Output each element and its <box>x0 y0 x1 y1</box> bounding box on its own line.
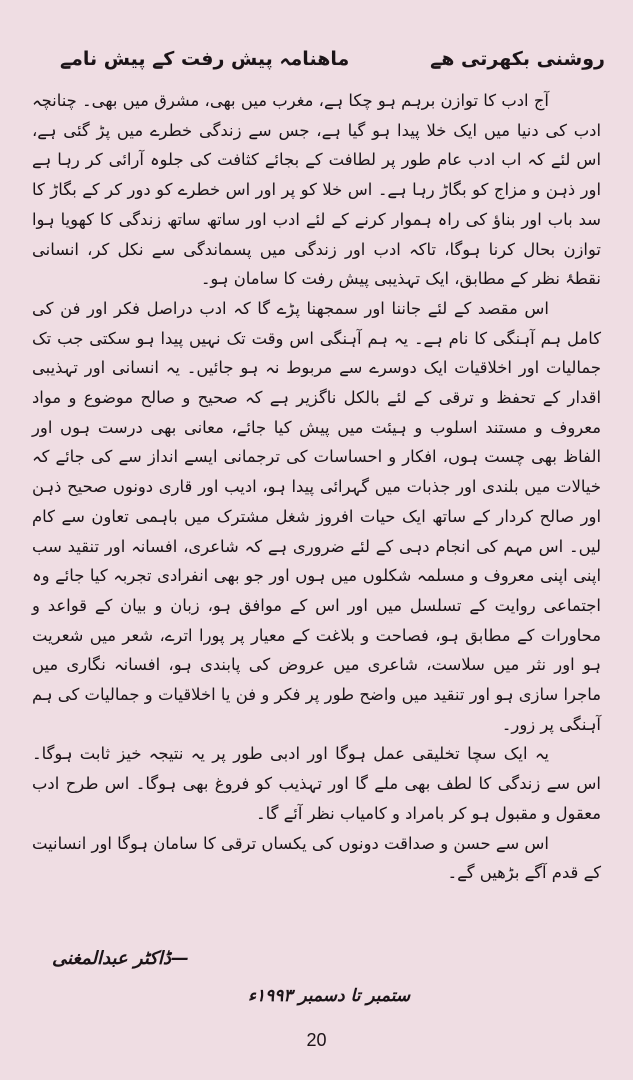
paragraph-4: اس سے حسن و صداقت دونوں کی یکساں ترقی کا سامان ہوگا اور انسانیت کے قدم آگے بڑھیں گے۔ <box>32 833 601 883</box>
author-signature: —ڈاکٹر عبدالمغنی <box>52 948 189 969</box>
publication-date: ستمبر تا دسمبر ۱۹۹۳ء <box>248 986 411 1006</box>
header-right-title: روشنی بکھرتی ھے <box>430 48 605 70</box>
paragraph-1: آج ادب کا توازن برہم ہو چکا ہے، مغرب میں بھی، مشرق میں بھی۔ چنانچہ ادب کی دنیا میں ایک خلا پیدا ہو گیا ہے، جس سے زندگی خطرے میں پڑ گئی ہے، اس لئے کہ اب ادب عام طور پر لطافت کے بجائے کثافت کی جلوہ آرائی کر رہا ہے اور ذہن و مزاج کو بگاڑ رہا ہے۔ اس خلا کو پر اور اس خطرے کو دور کر کے بگاڑ کا سد باب اور بناؤ کی راہ ہموار کرنے کے لئے ادب اور ساتھ ساتھ زندگی کا کھویا ہوا توازن بحال کرنا ہوگا، تاکہ ادب اور زندگی میں پسماندگی سے نکل کر، انسانی نقطۂ نظر کے مطابق، ایک تہذیبی پیش رفت کا سامان ہو۔ <box>32 91 601 289</box>
paragraph-2: اس مقصد کے لئے جاننا اور سمجھنا پڑے گا کہ ادب دراصل فکر اور فن کی کامل ہم آہنگی کا نام ہے۔ یہ ہم آہنگی اس وقت تک نہیں پیدا ہو سکتی جب تک جمالیات اور اخلاقیات ایک دوسرے سے مربوط نہ ہو جائیں۔ یہ انسانی اور تہذیبی اقدار کے تحفظ و ترقی کے لئے بالکل ناگزیر ہے کہ صحیح و صالح موضوع و مواد معروف و مستند اسلوب و ہیئت میں پیش کیا جائے، معانی بھی درست ہوں اور الفاظ بھی چست ہوں، افکار و احساسات کی ترجمانی ایسے انداز سے کی جائے کہ خیالات میں بلندی اور جذبات میں گہرائی پیدا ہو، ادیب اور قاری دونوں صحیح ذہن اور صالح کردار کے ساتھ ایک حیات افروز شغل مشترک میں باہمی تعاون سے کام لیں۔ اس مہم کی انجام دہی کے لئے ضروری ہے کہ شاعری، افسانہ اور تنقید سب اپنی اپنی معروف و مسلمہ شکلوں میں ہوں اور جو بھی انفرادی تجربہ کیا جائے وہ اجتماعی روایت کے تسلسل میں اور اس کے موافق ہو، زبان و بیان کے قواعد و محاورات کے مطابق ہو، فصاحت و بلاغت کے معیار پر پورا اترے، شعر میں شعریت ہو اور نثر میں سلاست، شاعری میں عروض کی پابندی ہو، افسانہ نگاری میں ماجرا سازی ہو اور تنقید میں واضح طور پر فکر و فن یا اخلاقیات و جمالیات کی ہم آہنگی پر زور۔ <box>32 298 601 734</box>
page-number: 20 <box>306 1030 327 1050</box>
paragraph-3: یہ ایک سچا تخلیقی عمل ہوگا اور ادبی طور پر یہ نتیجہ خیز ثابت ہوگا۔ اس سے زندگی کا لطف بھی ملے گا اور تہذیب کو فروغ بھی ہوگا۔ اس طرح ادب معقول و مقبول ہو کر بامراد و کامیاب نظر آئے گا۔ <box>32 744 601 823</box>
essay-body <box>32 86 601 888</box>
running-header <box>60 44 605 74</box>
header-left-title: ماھنامہ پیش رفت کے پیش نامے <box>60 48 350 70</box>
